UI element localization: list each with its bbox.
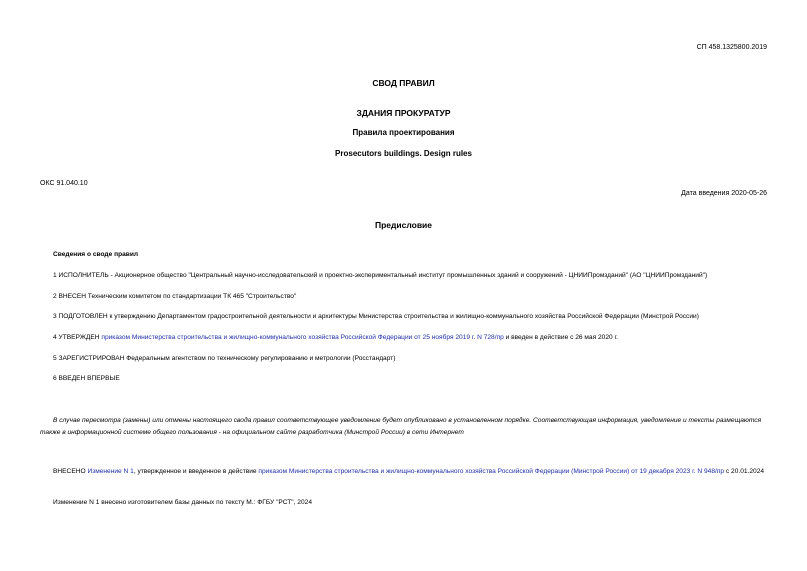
preface-item-1: 1 ИСПОЛНИТЕЛЬ - Акционерное общество "Центральный научно-исследовательский и проектно-экспериментальный институт промышленных зданий и сооружений - ЦНИИПромзданий" (АО "ЦНИИПромзданий") bbox=[53, 272, 708, 279]
amendment-order-link[interactable]: приказом Министерства строительства и жилищно-коммунального хозяйства Российской Федерации (Минстрой России) от 19 декабря 2023 г. N 948/пр bbox=[258, 468, 725, 475]
amendment-prefix: ВНЕСЕНО bbox=[53, 468, 88, 475]
amendment-suffix: с 20.01.2024 bbox=[724, 468, 765, 475]
amendment-middle: , утвержденное и введенное в действие bbox=[133, 468, 259, 475]
document-subtitle: Правила проектирования bbox=[352, 128, 455, 137]
preface-item-4 bbox=[53, 334, 618, 341]
preface-subheading: Сведения о своде правил bbox=[53, 251, 139, 258]
item-4-prefix: 4 УТВЕРЖДЕН bbox=[53, 334, 102, 341]
approval-order-link[interactable]: приказом Министерства строительства и жилищно-коммунального хозяйства Российской Федерации от 25 ноября 2019 г. N 728/пр bbox=[101, 334, 504, 341]
document-title-english: Prosecutors buildings. Design rules bbox=[335, 149, 472, 158]
oks-code: ОКС 91.040.10 bbox=[40, 180, 88, 187]
amendment-link[interactable]: Изменение N 1 bbox=[87, 468, 134, 475]
document-code: СП 458.1325800.2019 bbox=[696, 44, 767, 51]
preface-heading: Предисловие bbox=[374, 220, 433, 230]
set-of-rules-title: СВОД ПРАВИЛ bbox=[372, 78, 435, 88]
introduction-date: Дата введения 2020-05-26 bbox=[681, 190, 767, 197]
preface-item-6: 6 ВВЕДЕН ВПЕРВЫЕ bbox=[53, 375, 120, 382]
amendment-paragraph bbox=[40, 466, 768, 478]
amendment-note: Изменение N 1 внесено изготовителем базы данных по тексту М.: ФГБУ "РСТ", 2024 bbox=[53, 499, 312, 506]
document-title: ЗДАНИЯ ПРОКУРАТУР bbox=[356, 108, 451, 118]
preface-item-5: 5 ЗАРЕГИСТРИРОВАН Федеральным агентством по техническому регулированию и метрологии (Росстандарт) bbox=[53, 355, 396, 362]
preface-item-3: 3 ПОДГОТОВЛЕН к утверждению Департаментом градостроительной деятельности и архитектуры Министерства строительства и жилищно-коммунального хозяйства Российской Федерации (Минстрой России) bbox=[53, 313, 699, 320]
item-4-suffix: и введен в действие с 26 мая 2020 г. bbox=[503, 334, 618, 341]
preface-item-2: 2 ВНЕСЕН Техническим комитетом по стандартизации ТК 465 "Строительство" bbox=[53, 293, 297, 300]
notice-paragraph: В случае пересмотра (замены) или отмены настоящего свода правил соответствующее уведомление будет опубликовано в установленном порядке. Соответствующая информация, уведомление и тексты размещаются также в информационной системе общего пользования - на официальном сайте разработчика (Минстрой России) в сети Интернет bbox=[40, 417, 762, 436]
